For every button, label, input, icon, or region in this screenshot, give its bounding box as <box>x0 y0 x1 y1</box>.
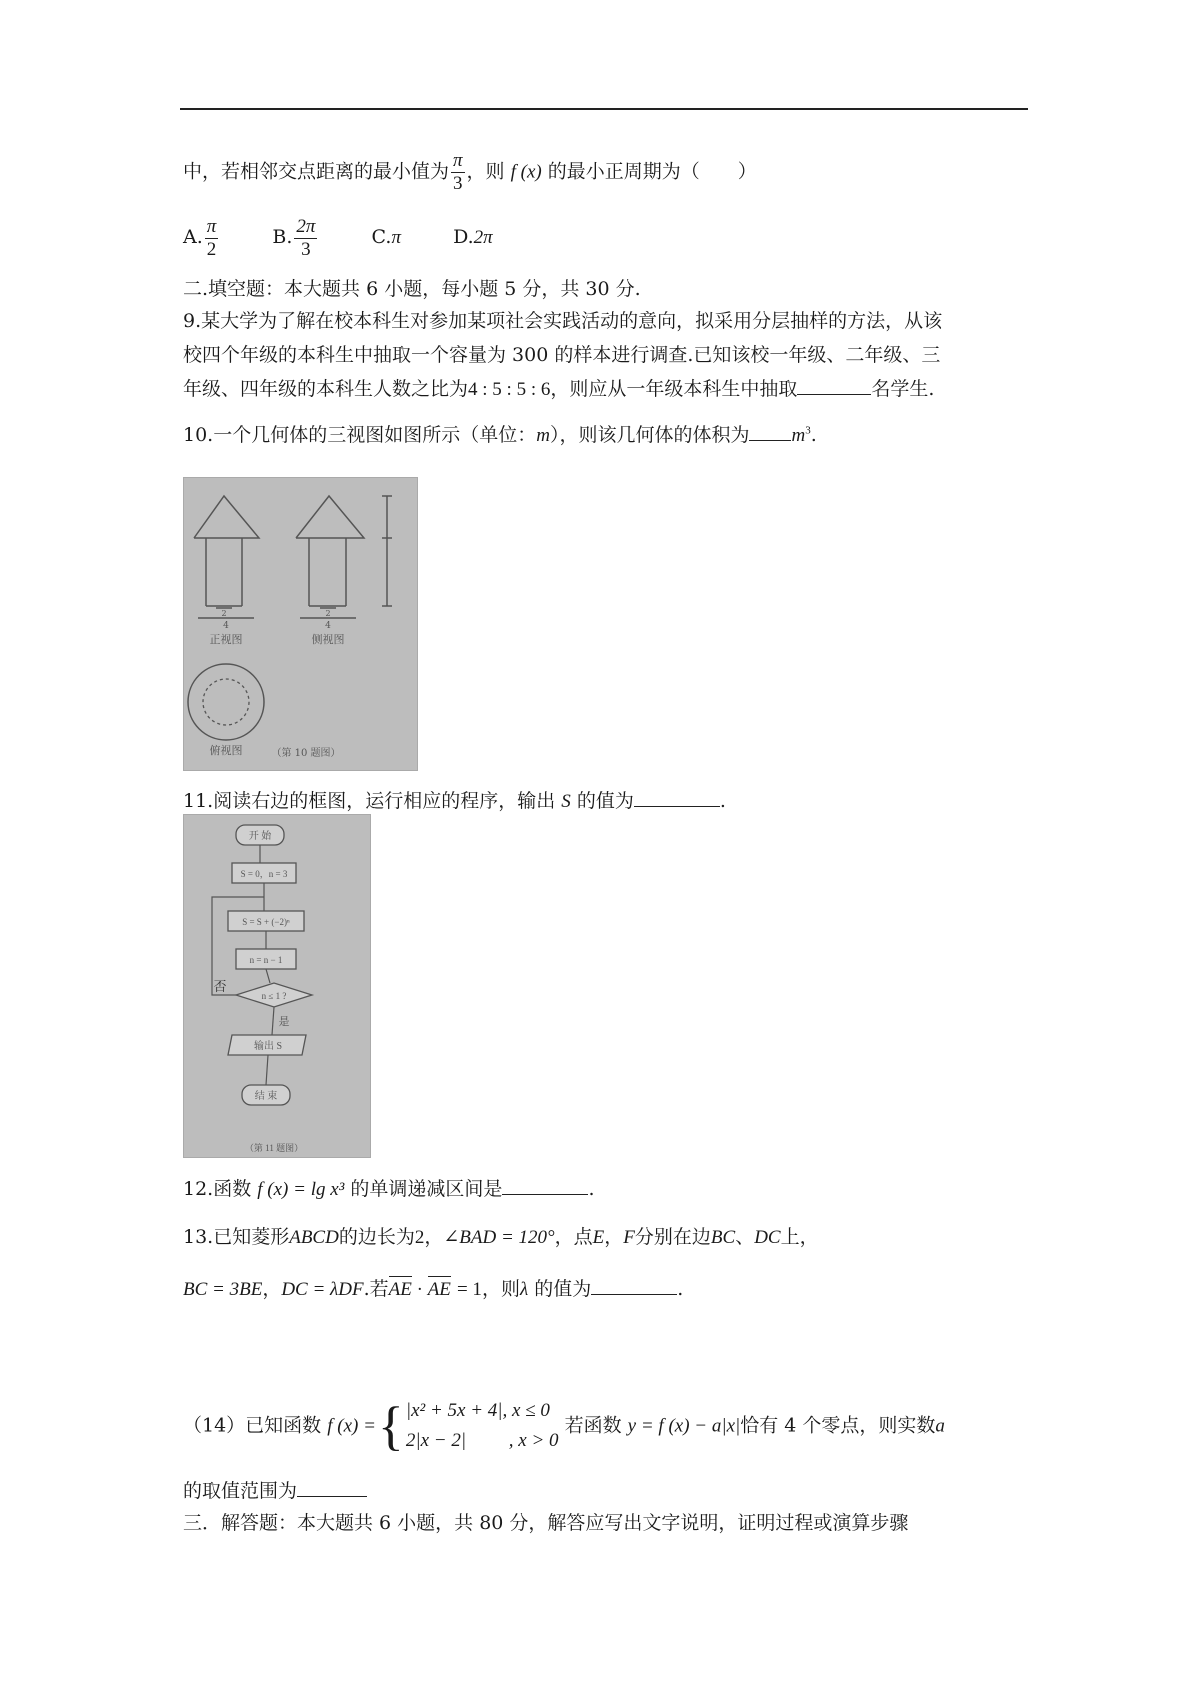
front-view-label: 正视图 <box>209 633 243 646</box>
q8-options <box>183 216 493 261</box>
answer-blank-q12 <box>502 1194 588 1195</box>
side-inner-dim-label: 2 <box>325 609 331 618</box>
piecewise-cases: |x² + 5x + 4|, x ≤ 0 2|x − 2| , x > 0 <box>405 1400 559 1452</box>
flow-update-label: S = S + (−2)ⁿ <box>242 917 290 927</box>
section-3-heading: 三．解答题：本大题共 6 小题，共 80 分，解答应写出文字说明，证明过程或演算步骤 <box>183 1512 909 1534</box>
side-dim-label: 4 <box>325 621 331 631</box>
cases-brace: { <box>377 1396 404 1457</box>
top-view-label: 俯视图 <box>209 744 243 757</box>
q9-line1: 9.某大学为了解在校本科生对参加某项社会实践活动的意向，拟采用分层抽样的方法，从该 <box>183 310 943 332</box>
figure-11-caption: （第 11 题图） <box>244 1143 304 1153</box>
answer-blank-q11 <box>634 806 720 807</box>
option-b: B. $\frac{2\pi}{3}$ <box>272 216 316 260</box>
q9-line2: 校四个年级的本科生中抽取一个容量为 300 的样本进行调查.已知该校一年级、二年级、三 <box>183 344 941 366</box>
answer-blank-q14 <box>297 1496 367 1497</box>
q9-line3: 年级、四年级的本科生人数之比为4 : 5 : 5 : 6，则应从一年级本科生中抽取 名学生. <box>183 378 935 400</box>
vector-ae-2: AE <box>427 1279 451 1300</box>
q10-text: 10.一个几何体的三视图如图所示（单位：m），则该几何体的体积为 $m^3$. <box>183 424 817 446</box>
q11-text: 11.阅读右边的框图，运行相应的程序，输出 S 的值为 . <box>183 790 726 812</box>
q11-flowchart-figure <box>183 814 371 1158</box>
figure-10-caption: （第 10 题图） <box>271 748 341 759</box>
q14-line2: 的取值范围为 <box>183 1480 367 1503</box>
option-c: C.π <box>371 226 401 249</box>
side-view-shape <box>296 496 392 618</box>
top-view-inner-circle <box>203 679 249 725</box>
flow-condition-label: n ≤ 1 ? <box>261 991 287 1001</box>
q14-text: （14）已知函数 f (x) ={ |x² + 5x + 4|, x ≤ 0 2|x − 2| , x > 0 若函数 y = f (x) − a|x|恰有 4 个零点，则实数a <box>183 1396 945 1457</box>
answer-blank-q13 <box>591 1294 677 1295</box>
front-dim-label: 4 <box>223 621 229 631</box>
section-2-heading: 二.填空题：本大题共 6 小题，每小题 5 分，共 30 分. <box>183 278 641 300</box>
front-view-shape <box>194 496 259 618</box>
front-inner-dim-label: 2 <box>221 609 227 618</box>
flow-decrement-label: n = n − 1 <box>249 955 283 965</box>
option-a: A. $\frac{\pi}{2}$ <box>183 216 217 260</box>
q13-line2: BC = 3BE，DC = λDF.若AE · AE = 1，则λ 的值为 . <box>183 1278 684 1300</box>
flow-end-label: 结 束 <box>254 1091 278 1102</box>
flow-output-label: 输出 S <box>253 1041 283 1052</box>
vector-ae-1: AE <box>388 1279 412 1300</box>
flow-init-label: S = 0，n = 3 <box>240 869 288 879</box>
q8-frac: $\frac{\pi}{3}$ <box>453 150 463 194</box>
answer-blank-q9 <box>797 394 871 395</box>
q12-text: 12.函数 f (x) = lg x³ 的单调递减区间是 . <box>183 1178 595 1200</box>
side-view-label: 侧视图 <box>311 633 345 646</box>
q8-stem: 中，若相邻交点距离的最小值为 $\frac{\pi}{3}$ ，则 f (x) 的最小正周期为（ ） <box>183 150 757 194</box>
q13-line1: 13.已知菱形ABCD的边长为2，∠BAD = 120°，点E，F分别在边BC、DC上， <box>183 1226 819 1248</box>
flow-no-label: 否 <box>213 979 227 994</box>
top-view-outer-circle <box>188 664 264 740</box>
option-d: D.2π <box>453 226 493 249</box>
header-rule <box>180 108 1028 110</box>
answer-blank-q10 <box>749 440 791 441</box>
flow-start-label: 开 始 <box>248 831 272 842</box>
flow-yes-label: 是 <box>278 1016 290 1028</box>
q10-three-view-figure <box>183 477 418 771</box>
